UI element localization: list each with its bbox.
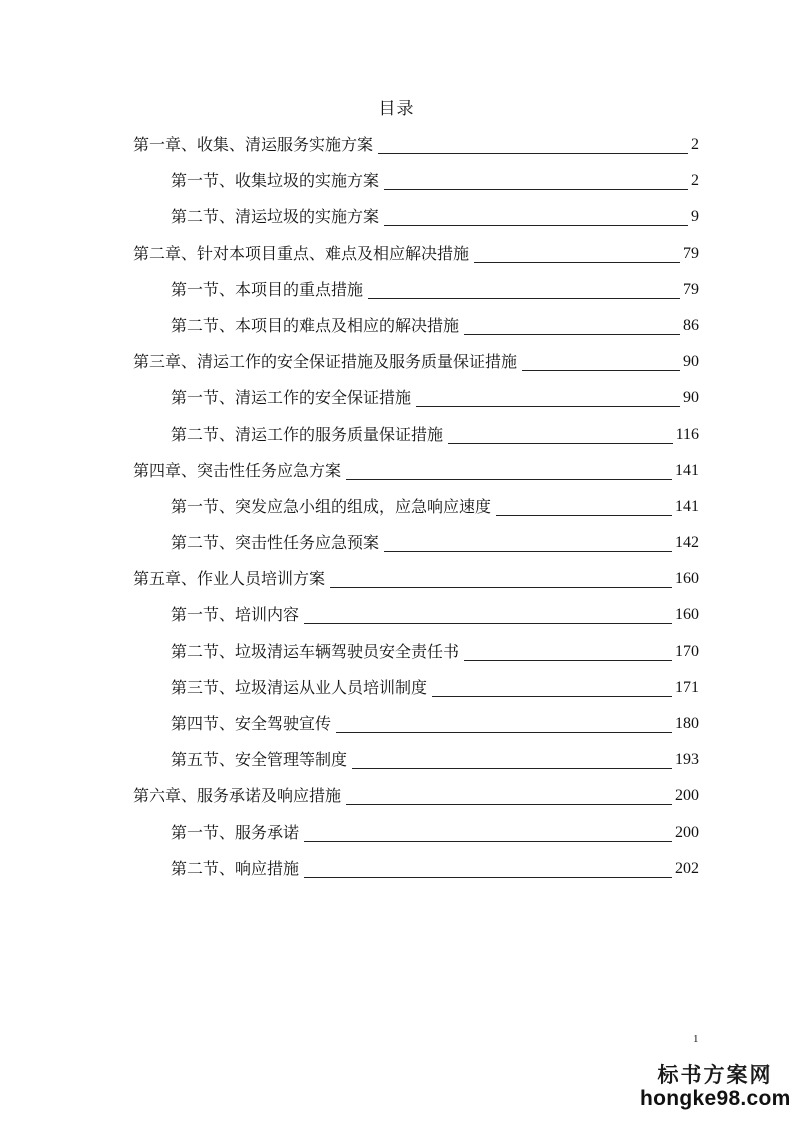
toc-entry-label: 第六章、服务承诺及响应措施 bbox=[133, 786, 342, 806]
toc-section-entry[interactable] bbox=[0, 199, 793, 235]
toc-entry-label: 第一节、本项目的重点措施 bbox=[171, 279, 364, 299]
toc-leader-line bbox=[448, 443, 673, 444]
toc-leader-line bbox=[522, 370, 680, 371]
toc-leader-line bbox=[464, 334, 680, 335]
toc-entry-page-number: 200 bbox=[675, 823, 699, 841]
toc-entry-page-number: 160 bbox=[675, 606, 699, 624]
toc-chapter-entry[interactable] bbox=[0, 561, 793, 597]
toc-entry-label: 第三章、清运工作的安全保证措施及服务质量保证措施 bbox=[133, 352, 518, 372]
toc-leader-line bbox=[330, 587, 672, 588]
toc-entry-page-number: 141 bbox=[675, 461, 699, 479]
toc-leader-line bbox=[368, 298, 680, 299]
toc-entry-page-number: 200 bbox=[675, 787, 699, 805]
toc-leader-line bbox=[384, 225, 688, 226]
toc-entry-page-number: 170 bbox=[675, 642, 699, 660]
toc-leader-line bbox=[384, 551, 672, 552]
toc-entry-label: 第五节、安全管理等制度 bbox=[171, 750, 348, 770]
toc-entry-page-number: 79 bbox=[683, 244, 699, 262]
toc-entry-page-number: 90 bbox=[683, 353, 699, 371]
toc-entry-page-number: 141 bbox=[675, 497, 699, 515]
toc-section-entry[interactable] bbox=[0, 742, 793, 778]
toc-entry-label: 第一章、收集、清运服务实施方案 bbox=[133, 135, 374, 154]
toc-entry-page-number: 86 bbox=[683, 316, 699, 334]
toc-entry-label: 第五章、作业人员培训方案 bbox=[133, 569, 326, 589]
toc-leader-line bbox=[432, 696, 672, 697]
toc-section-entry[interactable] bbox=[0, 597, 793, 633]
toc-leader-line bbox=[378, 153, 688, 154]
toc-section-entry[interactable] bbox=[0, 851, 793, 887]
toc-chapter-entry[interactable] bbox=[0, 127, 793, 163]
toc-entry-label: 第四章、突击性任务应急方案 bbox=[133, 460, 342, 480]
toc-leader-line bbox=[304, 877, 672, 878]
toc-leader-line bbox=[336, 732, 672, 733]
toc-entry-label: 第一节、培训内容 bbox=[171, 605, 300, 625]
toc-entry-page-number: 202 bbox=[675, 859, 699, 877]
toc-leader-line bbox=[304, 623, 672, 624]
toc-section-entry[interactable] bbox=[0, 815, 793, 851]
toc-entry-page-number: 160 bbox=[675, 570, 699, 588]
toc-entry-label: 第二节、响应措施 bbox=[171, 858, 300, 878]
toc-section-entry[interactable] bbox=[0, 706, 793, 742]
toc-leader-line bbox=[474, 262, 680, 263]
toc-entry-label: 第一节、服务承诺 bbox=[171, 822, 300, 842]
toc-entry-page-number: 90 bbox=[683, 389, 699, 407]
toc-section-entry[interactable] bbox=[0, 308, 793, 344]
toc-leader-line bbox=[384, 189, 688, 190]
toc-entry-page-number: 2 bbox=[691, 172, 699, 190]
toc-entry-label: 第二节、清运垃圾的实施方案 bbox=[171, 207, 380, 227]
toc-chapter-entry[interactable] bbox=[0, 344, 793, 380]
toc-leader-line bbox=[346, 479, 672, 480]
toc-entry-page-number: 9 bbox=[691, 208, 699, 226]
table-of-contents bbox=[0, 127, 793, 887]
toc-entry-page-number: 193 bbox=[675, 751, 699, 769]
toc-entry-label: 第一节、突发应急小组的组成，应急响应速度 bbox=[171, 496, 492, 516]
toc-entry-label: 第二节、垃圾清运车辆驾驶员安全责任书 bbox=[171, 641, 460, 661]
toc-entry-page-number: 180 bbox=[675, 715, 699, 732]
page-title: 目录 bbox=[378, 99, 415, 119]
toc-entry-label: 第二节、清运工作的服务质量保证措施 bbox=[171, 424, 444, 444]
toc-entry-label: 第三节、垃圾清运从业人员培训制度 bbox=[171, 677, 428, 697]
toc-entry-label: 第四节、安全驾驶宣传 bbox=[171, 714, 332, 733]
toc-section-entry[interactable] bbox=[0, 670, 793, 706]
toc-section-entry[interactable] bbox=[0, 525, 793, 561]
toc-chapter-entry[interactable] bbox=[0, 778, 793, 814]
toc-section-entry[interactable] bbox=[0, 380, 793, 416]
toc-section-entry[interactable] bbox=[0, 163, 793, 199]
toc-entry-page-number: 171 bbox=[675, 678, 699, 696]
toc-leader-line bbox=[346, 804, 672, 805]
toc-leader-line bbox=[496, 515, 672, 516]
toc-entry-label: 第一节、收集垃圾的实施方案 bbox=[171, 171, 380, 191]
toc-leader-line bbox=[464, 660, 672, 661]
toc-entry-label: 第二节、突击性任务应急预案 bbox=[171, 533, 380, 553]
toc-chapter-entry[interactable] bbox=[0, 453, 793, 489]
toc-section-entry[interactable] bbox=[0, 272, 793, 308]
toc-section-entry[interactable] bbox=[0, 489, 793, 525]
watermark-cn-text: 标书方案网 bbox=[657, 1062, 773, 1087]
toc-entry-label: 第二章、针对本项目重点、难点及相应解决措施 bbox=[133, 243, 470, 263]
toc-entry-page-number: 142 bbox=[675, 534, 699, 552]
toc-chapter-entry[interactable] bbox=[0, 236, 793, 272]
toc-entry-label: 第二节、本项目的难点及相应的解决措施 bbox=[171, 315, 460, 335]
toc-entry-page-number: 116 bbox=[675, 425, 699, 443]
toc-leader-line bbox=[416, 406, 680, 407]
toc-entry-label: 第一节、清运工作的安全保证措施 bbox=[171, 388, 412, 408]
toc-entry-page-number: 2 bbox=[691, 136, 699, 153]
toc-section-entry[interactable] bbox=[0, 634, 793, 670]
watermark-logo bbox=[640, 1063, 790, 1111]
toc-section-entry[interactable] bbox=[0, 417, 793, 453]
toc-leader-line bbox=[352, 768, 672, 769]
toc-entry-page-number: 79 bbox=[683, 280, 699, 298]
page-number: 1 bbox=[693, 1033, 699, 1045]
toc-leader-line bbox=[304, 841, 672, 842]
watermark-url-text: hongke98.com bbox=[640, 1087, 791, 1110]
